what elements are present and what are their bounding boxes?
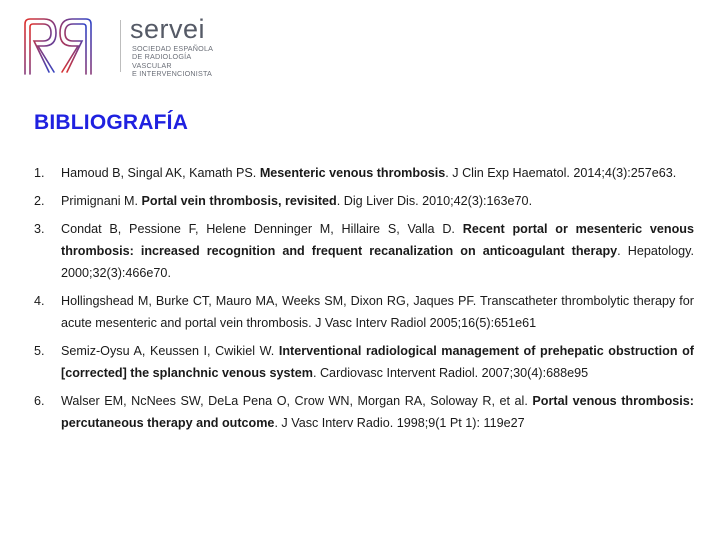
reference-title: Portal vein thrombosis, revisited <box>141 194 337 208</box>
reference-item <box>34 390 694 434</box>
reference-source: . Cardiovasc Intervent Radiol. 2007;30(4):688e95 <box>312 366 589 380</box>
reference-number: 5. <box>34 344 45 358</box>
reference-body <box>61 190 694 212</box>
logo-name: servei <box>130 14 206 44</box>
reference-authors: Walser EM, NcNees SW, DeLa Pena O, Crow WN, Morgan RA, Soloway R, et al. <box>61 394 533 408</box>
logo-divider <box>120 20 121 72</box>
servei-logo-mark <box>22 16 94 76</box>
reference-number: 6. <box>34 394 45 408</box>
reference-source: . J Vasc Interv Radio. 1998;9(1 Pt 1): 119e27 <box>274 416 525 430</box>
reference-title: Mesenteric venous thrombosis <box>259 166 446 180</box>
reference-item <box>34 190 694 212</box>
logo-subtitle <box>132 45 242 79</box>
reference-title: Recent portal or mesenteric venous thrombosis: increased recognition and frequent recanalization on anticoagulant therapy <box>61 222 694 258</box>
reference-authors: Semiz-Oysu A, Keussen I, Cwikiel W. <box>61 344 279 358</box>
reference-number: 3. <box>34 222 45 236</box>
reference-item <box>34 218 694 284</box>
reference-title: Interventional radiological management of prehepatic obstruction of [corrected] the splanchnic venous system <box>61 344 695 380</box>
reference-source: . Hepatology. 2000;32(3):466e70. <box>61 244 694 280</box>
reference-source: . Dig Liver Dis. 2010;42(3):163e70. <box>336 194 533 208</box>
reference-authors: Condat B, Pessione F, Helene Denninger M, Hillaire S, Valla D. <box>61 222 463 236</box>
reference-authors: Hamoud B, Singal AK, Kamath PS. <box>61 166 260 180</box>
reference-item <box>34 162 694 184</box>
reference-authors: Hollingshead M, Burke CT, Mauro MA, Weeks SM, Dixon RG, Jaques PF. Transcatheter thrombolytic therapy for acute mesenteric and portal vein thrombosis. J Vasc Interv Radiol 2005;16(5):651e61 <box>61 294 694 330</box>
reference-list <box>34 162 694 440</box>
reference-source: . J Clin Exp Haematol. 2014;4(3):257e63. <box>445 166 677 180</box>
logo-subtitle-line: DE RADIOLOGÍA <box>132 52 192 62</box>
reference-number: 4. <box>34 294 45 308</box>
reference-number: 1. <box>34 166 45 180</box>
servei-logo <box>22 14 222 78</box>
reference-body <box>61 340 694 384</box>
reference-item <box>34 290 694 334</box>
reference-body <box>61 290 694 334</box>
logo-subtitle-line: VASCULAR <box>132 60 172 70</box>
page-title: BIBLIOGRAFÍA <box>34 111 189 134</box>
reference-title: Portal venous thrombosis: percutaneous therapy and outcome <box>61 394 694 430</box>
logo-subtitle-line: SOCIEDAD ESPAÑOLA <box>132 44 214 53</box>
reference-body <box>61 218 694 284</box>
reference-body <box>61 390 694 434</box>
reference-authors: Primignani M. <box>61 194 142 208</box>
reference-item <box>34 340 694 384</box>
reference-body <box>61 162 694 184</box>
reference-number: 2. <box>34 194 45 208</box>
logo-subtitle-line: E INTERVENCIONISTA <box>132 69 213 79</box>
